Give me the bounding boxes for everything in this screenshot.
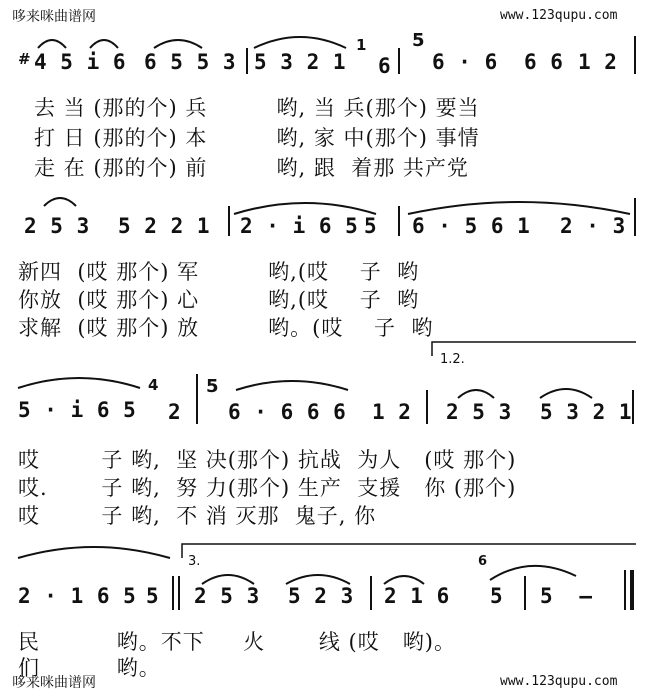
measure-3: 5 3 2 1 (254, 50, 347, 74)
barline (228, 206, 230, 236)
grace-note: 6 (478, 554, 488, 569)
lyric-line-2: 打 日 (那的个) 本 哟, 家 中(那个) 事情 (34, 126, 480, 150)
lyric-line-3: 哎 子 哟, 不 消 灭那 鬼子, 你 (18, 504, 377, 528)
lyric-line-1: 新四 (哎 那个) 军 哟,(哎 子 哟 (18, 260, 420, 284)
volta-1-2: 1.2. (440, 352, 465, 367)
measure-3: 2 · i 6 5 (240, 214, 359, 238)
measure-1: 4 5 i 6 (34, 50, 127, 74)
barline (196, 374, 198, 424)
barline (398, 206, 400, 236)
measure-2: 2 (168, 400, 182, 424)
barline (632, 390, 634, 424)
measure-1: 2 · 1 6 5 (18, 584, 137, 608)
watermark-top-right: www.123qupu.com (500, 8, 618, 23)
barline (426, 390, 428, 424)
measure-2: 5 2 2 1 (118, 214, 211, 238)
lyric-line-2: 们 哟。 (18, 656, 161, 680)
barline (370, 576, 372, 610)
measure-5: 2 5 3 (446, 400, 512, 424)
measure-4: 1 2 (372, 400, 412, 424)
slur-arcs (32, 30, 152, 50)
lyric-line-3: 走 在 (那的个) 前 哟, 跟 着那 共产党 (34, 156, 469, 180)
tie-arc (14, 540, 174, 560)
time-sig-1: 1 (356, 36, 367, 54)
measure-5: 6 · 5 6 1 (412, 214, 531, 238)
measure-2: 5 (146, 584, 160, 608)
measure-3: 6 · 6 6 6 (228, 400, 347, 424)
lyric-line-1: 民 哟。不下 火 线 (哎 哟)。 (18, 630, 456, 654)
time-sig-4: 4 (148, 376, 159, 394)
volta-bracket (180, 540, 640, 560)
measure-6: 1 2 (578, 50, 618, 74)
tie-arc (250, 30, 350, 50)
barline (246, 48, 248, 74)
barline (172, 576, 174, 610)
measure-7: 5 — (540, 584, 593, 608)
lyric-line-1: 哎 子 哟, 坚 决(那个) 抗战 为人 (哎 那个) (18, 448, 517, 472)
lyric-line-2: 哎. 子 哟, 努 力(那个) 生产 支援 你 (那个) (18, 476, 517, 500)
key-sharp: # (18, 50, 31, 68)
measure-6: 5 (490, 584, 504, 608)
lyric-line-2: 你放 (哎 那个) 心 哟,(哎 子 哟 (18, 288, 420, 312)
tie-arc (14, 372, 144, 392)
measure-5: 2 1 6 (384, 584, 450, 608)
watermark-bottom-left: 哆来咪曲谱网 (12, 675, 96, 691)
measure-6: 2 · 3 (560, 214, 626, 238)
slur-arc (40, 190, 80, 208)
barline (398, 48, 400, 74)
measure-4: 5 2 3 (288, 584, 354, 608)
final-barline-thick (630, 570, 634, 610)
final-barline-thin (624, 570, 626, 610)
measure-6: 5 3 2 1 (540, 400, 633, 424)
barline (634, 198, 636, 236)
slur-arcs (444, 382, 604, 402)
lyric-line-3: 求解 (哎 那个) 放 哟。(哎 子 哟 (18, 316, 434, 340)
barline (178, 576, 180, 610)
time-sig-5: 5 (412, 30, 425, 51)
barline (524, 576, 526, 610)
measure-4: 6 (378, 54, 392, 78)
measure-5: 6 · 6 6 6 (432, 50, 564, 74)
lyric-line-1: 去 当 (那的个) 兵 哟, 当 兵(那个) 要当 (34, 96, 480, 120)
watermark-top-left: 哆来咪曲谱网 (12, 9, 96, 25)
time-sig-5: 5 (206, 376, 219, 397)
slur-arc (150, 30, 210, 50)
watermark-bottom-right: www.123qupu.com (500, 674, 618, 689)
measure-4: 5 (364, 214, 378, 238)
measure-1: 5 · i 6 5 (18, 398, 137, 422)
measure-1: 2 5 3 (24, 214, 90, 238)
barline (634, 36, 636, 74)
volta-3: 3. (188, 554, 201, 569)
tie-arc (232, 374, 352, 394)
measure-3: 2 5 3 (194, 584, 260, 608)
measure-2: 6 5 5 3 (144, 50, 237, 74)
